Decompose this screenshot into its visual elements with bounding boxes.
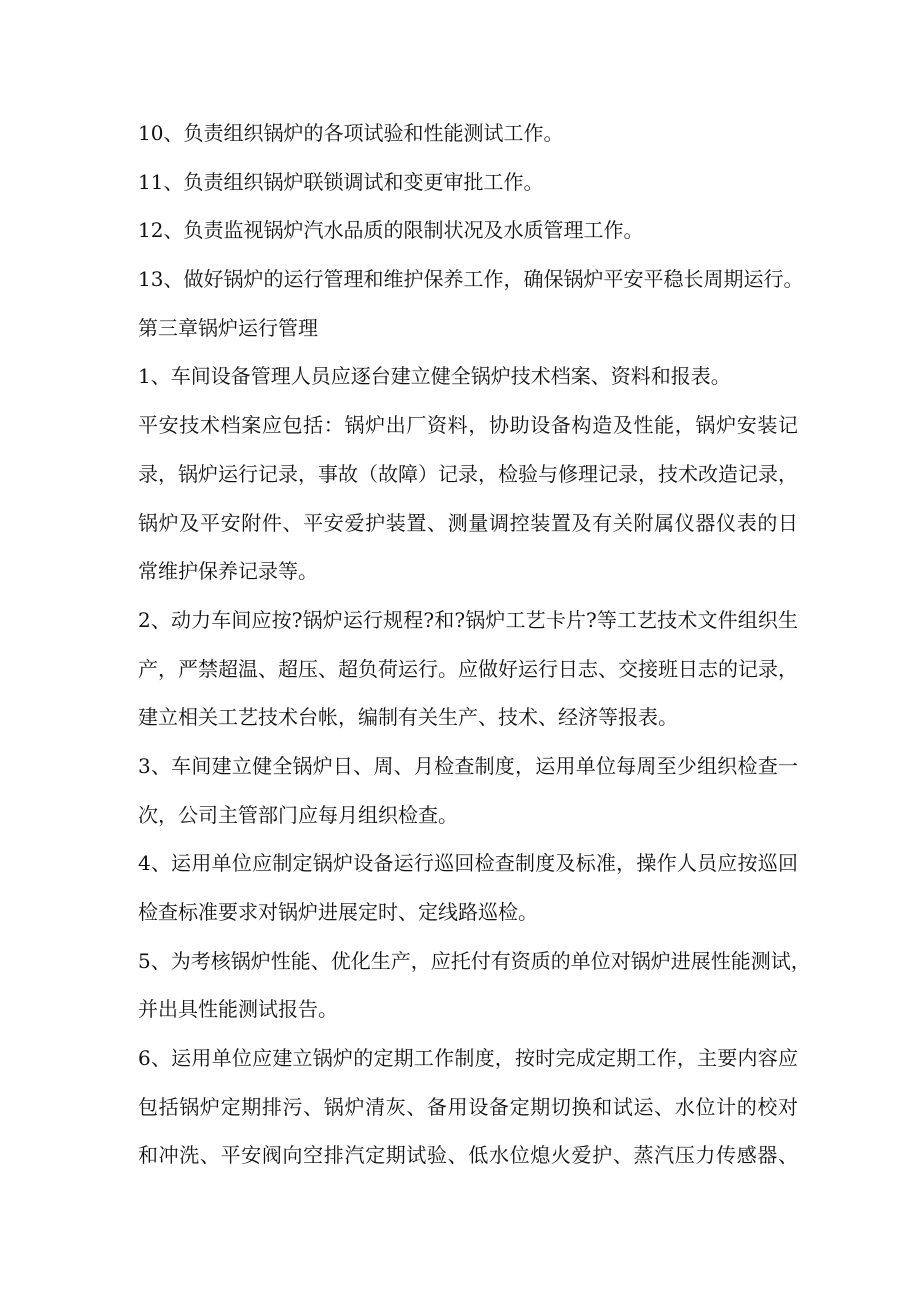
archive-contents-line-1: 平安技术档案应包括：锅炉出厂资料，协助设备构造及性能，锅炉安装记 [138,413,798,438]
rule-3-line-1: 3、车间建立健全锅炉日、周、月检查制度，运用单位每周至少组织检查一 [138,753,798,778]
rule-5-line-1: 5、为考核锅炉性能、优化生产，应托付有资质的单位对锅炉进展性能测试， [138,948,811,973]
archive-contents-line-4: 常维护保养记录等。 [138,559,318,584]
rule-6-line-3: 和冲洗、平安阀向空排汽定期试验、低水位熄火爱护、蒸汽压力传感器、 [138,1143,798,1168]
rule-2-line-2: 产，严禁超温、超压、超负荷运行。应做好运行日志、交接班日志的记录， [138,656,798,681]
archive-contents-line-3: 锅炉及平安附件、平安爱护装置、测量调控装置及有关附属仪器仪表的日 [138,510,798,535]
chapter-heading: 第三章锅炉运行管理 [138,315,318,340]
rule-4-line-2: 检查标准要求对锅炉进展定时、定线路巡检。 [138,900,538,924]
rule-6-line-2: 包括锅炉定期排污、锅炉清灰、备用设备定期切换和试运、水位计的校对 [138,1094,798,1119]
rule-1-line: 1、车间设备管理人员应逐台建立健全锅炉技术档案、资料和报表。 [138,364,731,389]
rule-3-line-2: 次，公司主管部门应每月组织检查。 [138,802,458,827]
rule-2-line-1: 2、动力车间应按?锅炉运行规程?和?锅炉工艺卡片?等工艺技术文件组织生 [138,607,798,632]
archive-contents-line-2: 录，锅炉运行记录，事故（故障）记录，检验与修理记录，技术改造记录， [138,461,798,486]
item-12-line: 12、负责监视锅炉汽水品质的限制状况及水质管理工作。 [138,218,644,243]
item-11-line: 11、负责组织锅炉联锁调试和变更审批工作。 [138,169,544,194]
rule-2-line-3: 建立相关工艺技术台帐，编制有关生产、技术、经济等报表。 [138,705,678,730]
rule-5-line-2: 并出具性能测试报告。 [138,997,338,1022]
rule-4-line-1: 4、运用单位应制定锅炉设备运行巡回检查制度及标准，操作人员应按巡回 [138,851,798,876]
item-13-line: 13、做好锅炉的运行管理和维护保养工作，确保锅炉平安平稳长周期运行。 [138,267,804,292]
item-10-line: 10、负责组织锅炉的各项试验和性能测试工作。 [138,121,564,145]
rule-6-line-1: 6、运用单位应建立锅炉的定期工作制度，按时完成定期工作，主要内容应 [138,1046,798,1071]
document-body [138,113,811,1184]
